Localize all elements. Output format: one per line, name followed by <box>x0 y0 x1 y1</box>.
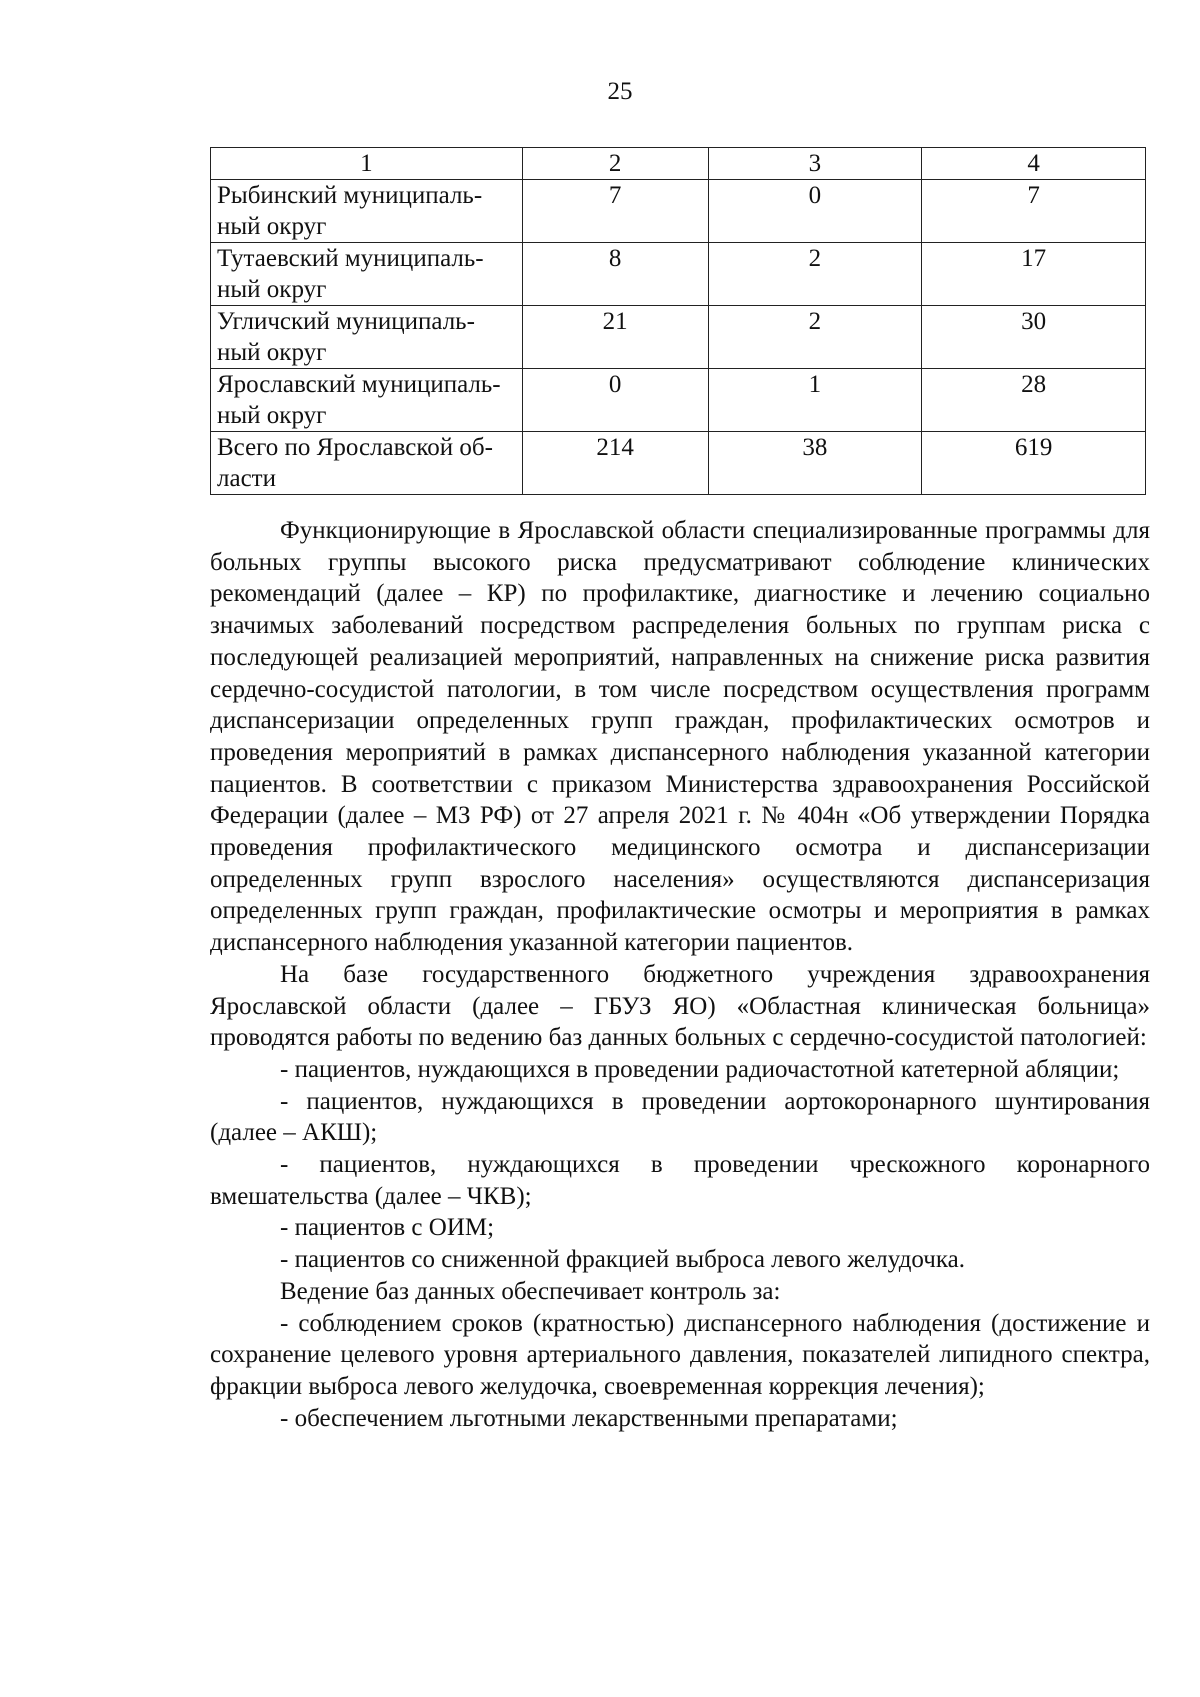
district-name: Угличский муниципаль-ный округ <box>211 306 523 369</box>
district-name: Рыбинский муниципаль-ный округ <box>211 180 523 243</box>
table-cell: 7 <box>922 180 1146 243</box>
table-cell: 2 <box>708 306 922 369</box>
table-header-row <box>211 148 1146 180</box>
table-cell: 2 <box>708 243 922 306</box>
table-cell: 8 <box>522 243 708 306</box>
list-item: - пациентов с ОИМ; <box>280 1214 495 1242</box>
table-cell: 38 <box>708 432 922 495</box>
table-cell: 214 <box>522 432 708 495</box>
total-label: Всего по Ярославской об-ласти <box>211 432 523 495</box>
table-cell: 0 <box>708 180 922 243</box>
statistics-table <box>210 147 1146 495</box>
column-header: 1 <box>211 148 523 180</box>
table-row <box>211 180 1146 243</box>
district-name: Тутаевский муниципаль-ный округ <box>211 243 523 306</box>
table-cell: 30 <box>922 306 1146 369</box>
table-cell: 21 <box>522 306 708 369</box>
table-row <box>211 243 1146 306</box>
column-header: 4 <box>922 148 1146 180</box>
list-item: - пациентов, нуждающихся в проведении радиочастотной катетерной абляции; <box>280 1055 1120 1083</box>
table-row <box>211 306 1146 369</box>
list-item: - пациентов, нуждающихся в проведении аортокоронарного шунтирования (далее – АКШ); <box>210 1087 1150 1147</box>
table-cell: 7 <box>522 180 708 243</box>
table-cell: 1 <box>708 369 922 432</box>
table-cell: 17 <box>922 243 1146 306</box>
table-row <box>211 369 1146 432</box>
table-cell: 619 <box>922 432 1146 495</box>
column-header: 3 <box>708 148 922 180</box>
list-item: - пациентов, нуждающихся в проведении чрескожного коронарного вмешательства (далее – ЧКВ); <box>210 1151 1150 1210</box>
body-text <box>210 515 1150 1434</box>
table-cell: 0 <box>522 369 708 432</box>
paragraph: На базе государственного бюджетного учреждения здравоохранения Ярославской области (далее – ГБУЗ ЯО) «Областная клиническая больница» проводятся работы по ведению баз данных больных с сердечно-сосудистой патологией: <box>210 960 1150 1052</box>
table-total-row <box>211 432 1146 495</box>
table-cell: 28 <box>922 369 1146 432</box>
column-header: 2 <box>522 148 708 180</box>
paragraph: Ведение баз данных обеспечивает контроль за: <box>280 1277 781 1305</box>
list-item: - обеспечением льготными лекарственными препаратами; <box>280 1404 898 1432</box>
paragraph: Функционирующие в Ярославской области специализированные программы для больных группы высокого риска предусматривают соблюдение клинических рекомендаций (далее – КР) по профилактике, диагностике и лечению социально значимых заболеваний посредством распределения больных по группам риска с последующей реализацией мероприятий, направленных на снижение риска развития сердечно-сосудистой патологии, в том числе посредством осуществления программ диспансеризации определенных групп граждан, профилактических осмотров и проведения мероприятий в рамках диспансерного наблюдения указанной категории пациентов. В соответствии с приказом Министерства здравоохранения Российской Федерации (далее – МЗ РФ) от 27 апреля 2021 г. № 404н «Об утверждении Порядка проведения профилактического медицинского осмотра и диспансеризации определенных групп взрослого населения» осуществляются диспансеризация определенных групп граждан, профилактические осмотры и мероприятия в рамках диспансерного наблюдения указанной категории пациентов. <box>210 517 1150 957</box>
district-name: Ярославский муниципаль-ный округ <box>211 369 523 432</box>
list-item: - соблюдением сроков (кратностью) диспансерного наблюдения (достижение и сохранение целевого уровня артериального давления, показателей липидного спектра, фракции выброса левого желудочка, своевременная коррекция лечения); <box>210 1309 1150 1400</box>
page-number: 25 <box>607 78 633 105</box>
list-item: - пациентов со сниженной фракцией выброса левого желудочка. <box>280 1246 965 1274</box>
